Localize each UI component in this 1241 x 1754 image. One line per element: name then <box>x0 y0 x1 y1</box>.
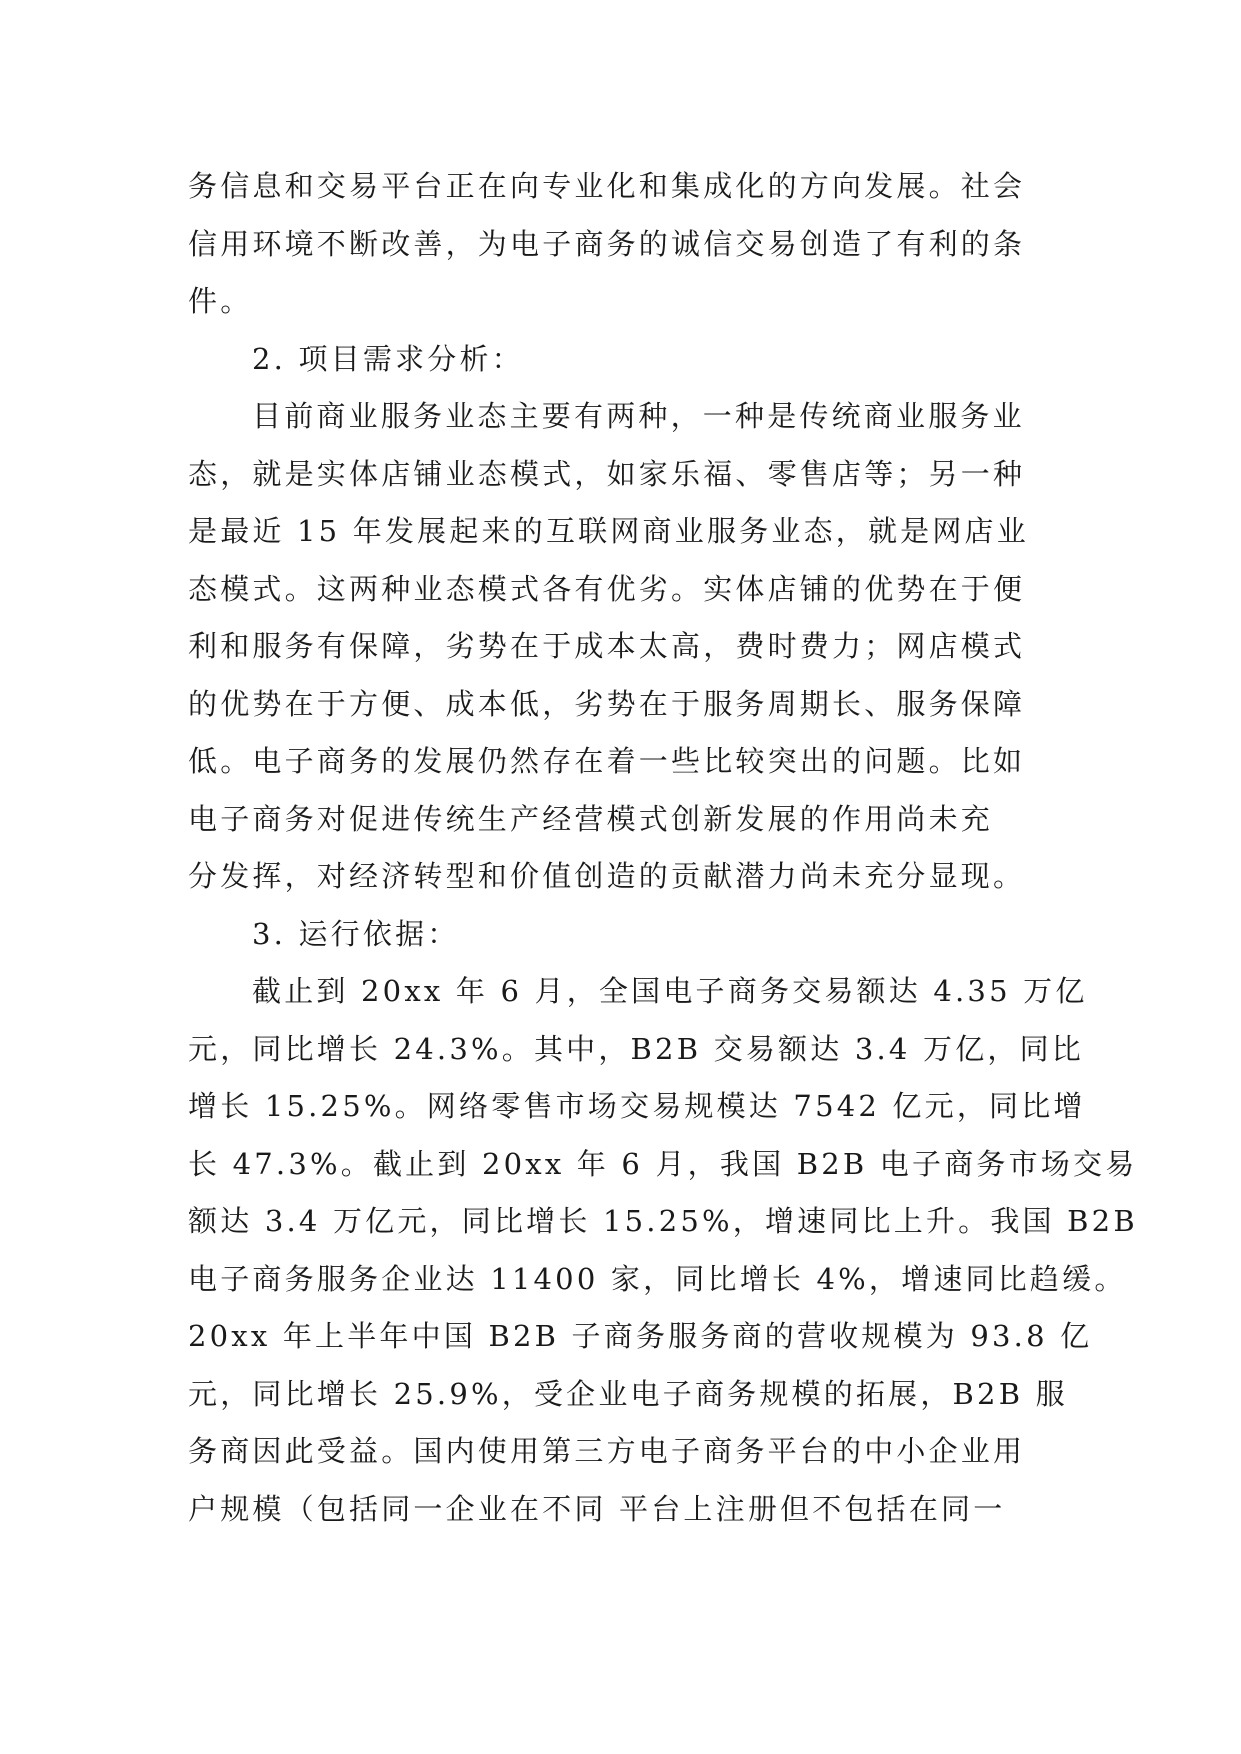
text-line: 长 47.3%。截止到 20xx 年 6 月，我国 B2B 电子商务市场交易 <box>188 1146 1138 1181</box>
text-line: 截止到 20xx 年 6 月，全国电子商务交易额达 4.35 万亿 <box>252 974 1088 1008</box>
text-line: 元，同比增长 24.3%。其中，B2B 交易额达 3.4 万亿，同比 <box>188 1031 1084 1066</box>
text-line: 态，就是实体店铺业态模式，如家乐福、零售店等；另一种 <box>188 456 1026 491</box>
text-line: 分发挥，对经济转型和价值创造的贡献潜力尚未充分显现。 <box>188 859 1026 893</box>
text-line: 务信息和交易平台正在向专业化和集成化的方向发展。社会 <box>188 169 1026 203</box>
text-line: 信用环境不断改善，为电子商务的诚信交易创造了有利的条 <box>188 226 1026 261</box>
section-heading: 3. 运行依据： <box>252 916 460 951</box>
text-line: 电子商务服务企业达 11400 家，同比增长 4%，增速同比趋缓。 <box>188 1261 1127 1296</box>
text-line: 的优势在于方便、成本低，劣势在于服务周期长、服务保障 <box>188 686 1026 721</box>
text-line: 元，同比增长 25.9%，受企业电子商务规模的拓展，B2B 服 <box>188 1376 1068 1411</box>
text-line: 务商因此受益。国内使用第三方电子商务平台的中小企业用 <box>188 1434 1026 1468</box>
text-line: 电子商务对促进传统生产经营模式创新发展的作用尚未充 <box>188 801 994 836</box>
text-line: 20xx 年上半年中国 B2B 子商务服务商的营收规模为 93.8 亿 <box>188 1319 1093 1353</box>
text-line: 户规模（包括同一企业在不同 平台上注册但不包括在同一 <box>188 1491 1006 1526</box>
text-line: 件。 <box>188 284 253 318</box>
section-heading: 2. 项目需求分析： <box>252 341 524 376</box>
text-line: 目前商业服务业态主要有两种，一种是传统商业服务业 <box>252 399 1025 433</box>
text-line: 增长 15.25%。网络零售市场交易规模达 7542 亿元，同比增 <box>188 1089 1086 1123</box>
text-line: 态模式。这两种业态模式各有优劣。实体店铺的优势在于便 <box>188 571 1026 606</box>
text-line: 额达 3.4 万亿元，同比增长 15.25%，增速同比上升。我国 B2B <box>188 1204 1138 1238</box>
text-line: 低。电子商务的发展仍然存在着一些比较突出的问题。比如 <box>188 744 1026 778</box>
document-body <box>188 158 1138 1538</box>
text-line: 是最近 15 年发展起来的互联网商业服务业态，就是网店业 <box>188 514 1029 548</box>
text-line: 利和服务有保障，劣势在于成本太高，费时费力；网店模式 <box>188 629 1026 663</box>
